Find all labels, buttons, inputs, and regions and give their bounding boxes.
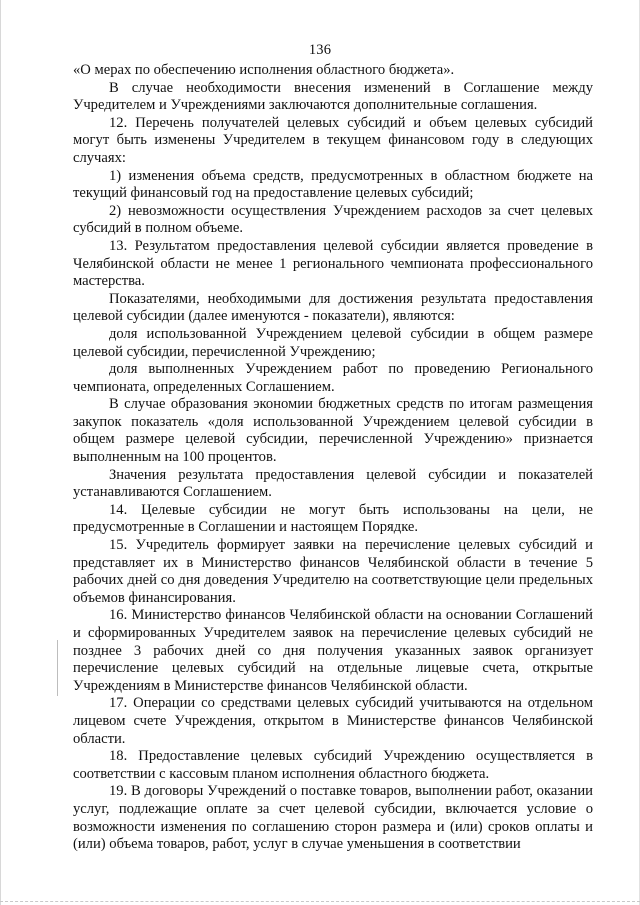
- paragraph: 15. Учредитель формирует заявки на перечисление целевых субсидий и представляет их в Министерство финансов Челябинской области в течение 5 рабочих дней со дня доведения Учредителю на соответствующие цели предельных объемов финансирования.: [73, 537, 593, 606]
- paragraph: В случае необходимости внесения изменений в Соглашение между Учредителем и Учреждениями заключаются дополнительные соглашения.: [73, 79, 593, 114]
- paragraph: доля выполненных Учреждением работ по проведению Регионального чемпионата, определенных Соглашением.: [73, 361, 593, 395]
- document-body: [73, 62, 593, 854]
- paragraph: 13. Результатом предоставления целевой субсидии является проведение в Челябинской области не менее 1 регионального чемпионата профессионального мастерства.: [73, 237, 593, 290]
- scan-left-edge: [0, 0, 1, 905]
- paragraph: Показателями, необходимыми для достижения результата предоставления целевой субсидии (далее именуются - показатели), являются:: [73, 290, 593, 325]
- paragraph: доля использованной Учреждением целевой субсидии в общем размере целевой субсидии, перечисленной Учреждению;: [73, 325, 593, 360]
- paragraph: 19. В договоры Учреждений о поставке товаров, выполнении работ, оказании услуг, подлежащие оплате за счет целевой субсидии, включается условие о возможности изменения по соглашению сторон размера и (или) сроков оплаты и (или) объема товаров, работ, услуг в случае уменьшения в соответствии: [73, 783, 593, 853]
- page-number: 136: [308, 42, 332, 58]
- paragraph: «О мерах по обеспечению исполнения областного бюджета».: [73, 62, 455, 78]
- paragraph: 14. Целевые субсидии не могут быть использованы на цели, не предусмотренные в Соглашении и настоящем Порядке.: [73, 501, 593, 536]
- scan-margin-mark: [57, 640, 58, 696]
- paragraph: 1) изменения объема средств, предусмотренных в областном бюджете на текущий финансовый год на предоставление целевых субсидий;: [73, 167, 593, 202]
- paragraph: 2) невозможности осуществления Учреждением расходов за счет целевых субсидий в полном объеме.: [73, 202, 593, 237]
- paragraph: Значения результата предоставления целевой субсидии и показателей устанавливаются Соглашением.: [73, 466, 593, 501]
- paragraph: 18. Предоставление целевых субсидий Учреждению осуществляется в соответствии с кассовым планом исполнения областного бюджета.: [73, 748, 593, 782]
- paragraph: В случае образования экономии бюджетных средств по итогам размещения закупок показатель «доля использованной Учреждением целевой субсидии в общем размере целевой субсидии, перечисленной Учреждению» признается выполненным на 100 процентов.: [73, 396, 593, 466]
- paragraph: 17. Операции со средствами целевых субсидий учитываются на отдельном лицевом счете Учреждения, открытом в Министерстве финансов Челябинской области.: [73, 695, 593, 747]
- scan-bottom-edge: [0, 901, 640, 903]
- paragraph: 12. Перечень получателей целевых субсидий и объем целевых субсидий могут быть изменены Учредителем в текущем финансовом году в следующих случаях:: [73, 114, 593, 166]
- paragraph: 16. Министерство финансов Челябинской области на основании Соглашений и сформированных Учредителем заявок на перечисление целевых субсидий не позднее 3 рабочих дней со дня получения указанных заявок организует перечисление целевых субсидий на отдельные лицевые счета, открытые Учреждениям в Министерстве финансов Челябинской области.: [73, 607, 593, 694]
